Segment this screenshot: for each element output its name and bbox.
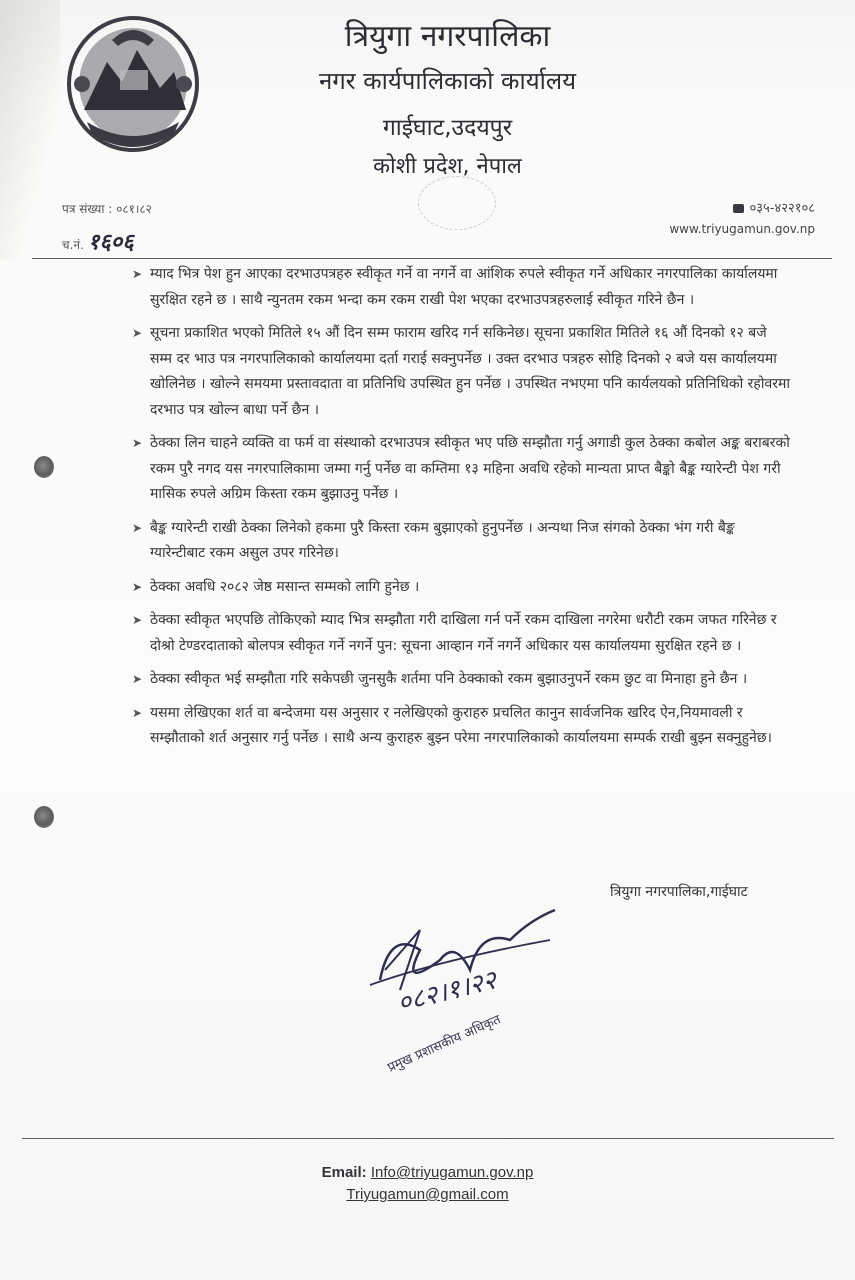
- footer-email-line: [0, 1162, 855, 1184]
- notice-paragraph: ➤ ठेक्का स्वीकृत भएपछि तोकिएको म्याद भित्र सम्झौता गरी दाखिला गर्न पर्ने रकम दाखिला नगरेमा धरौटी रकम जफत गरिनेछ र दोश्रो टेण्डरदाताको बोलपत्र स्वीकृत गर्ने नगर्ने पुन: सूचना आव्हान गर्ने नगर्ने अधिकार यस कार्यालयमा सुरक्षित रहने छ ।: [150, 608, 790, 659]
- punch-hole-icon: [34, 456, 54, 478]
- arrow-bullet-icon: ➤: [132, 705, 143, 720]
- arrow-bullet-icon: ➤: [132, 613, 143, 627]
- office-stamp-icon: [418, 176, 496, 230]
- reference-ch-number: १६०६: [87, 229, 134, 255]
- sender-name: त्रियुगा नगरपालिका,गाईघाट: [610, 884, 748, 900]
- footer: [0, 1162, 855, 1206]
- arrow-bullet-icon: ➤: [132, 579, 143, 594]
- footer-email-label: Email:: [321, 1164, 367, 1181]
- header-office-name: नगर कार्यपालिकाको कार्यालय: [318, 67, 577, 95]
- header-address: गाईघाट,उदयपुर: [382, 115, 513, 141]
- punch-hole-icon: [34, 806, 54, 828]
- notice-paragraph: ➤ ठेक्का लिन चाहने व्यक्ति वा फर्म वा संस्थाको दरभाउपत्र स्वीकृत भए पछि सम्झौता गर्नु अगाडी कुल ठेक्का कबोल अङ्क बराबरको रकम पुरै नगद यस नगरपालिकामा जम्मा गर्नु पर्नेछ वा कम्तिमा १३ महिना अवधि रहेको मान्यता प्राप्त बैङ्को बैङ्क ग्यारेन्टी पेश गरी मासिक रुपले अग्रिम किस्ता रकम बुझाउनु पर्नेछ ।: [150, 431, 790, 508]
- contact-phone: [733, 198, 815, 216]
- header-divider: [32, 258, 832, 259]
- signature-icon: [360, 900, 560, 1080]
- notice-paragraph: ➤ सूचना प्रकाशित भएको मितिले १५ औं दिन सम्म फाराम खरिद गर्न सकिनेछ। सूचना प्रकाशित मितिले १६ औं दिनको १२ बजे सम्म दर भाउ पत्र नगरपालिकाको कार्यालयमा दर्ता गराई सक्नुपर्नेछ । उक्त दरभाउ पत्रहरु सोहि दिनको २ बजे यस कार्यालयमा खोलिनेछ । खोल्ने समयमा प्रस्तावदाता वा प्रतिनिधि उपस्थित हुन पर्नेछ । उपस्थित नभएमा पनि कार्यलयको प्रतिनिधिको रहोवरमा दरभाउ पत्र खोल्न बाधा पर्ने छैन ।: [150, 321, 790, 423]
- arrow-bullet-icon: ➤: [132, 326, 143, 340]
- footer-email2-link[interactable]: Triyugamun@gmail.com: [346, 1186, 509, 1203]
- notice-paragraph: ➤ यसमा लेखिएका शर्त वा बन्देजमा यस अनुसार र नलेखिएको कुराहरु प्रचलित कानुन सार्वजनिक खरिद ऐन,नियमावली र सम्झौताको शर्त अनुसार गर्नु पर्नेछ । साथै अन्य कुराहरु बुझ्न परेमा नगरपालिकाको कार्यालयमा सम्पर्क राखी बुझ्न सक्नुहुनेछ।: [150, 701, 790, 752]
- phone-icon: [733, 204, 744, 213]
- arrow-bullet-icon: ➤: [132, 267, 143, 281]
- arrow-bullet-icon: ➤: [132, 520, 143, 535]
- footer-email2-line: [0, 1184, 855, 1206]
- arrow-bullet-icon: ➤: [132, 672, 143, 686]
- arrow-bullet-icon: ➤: [132, 436, 143, 450]
- signature-date: ०८२।१।२२: [394, 965, 500, 1019]
- notice-body: [132, 262, 790, 760]
- reference-ch-label: च.नं.: [62, 238, 84, 252]
- header-province: कोशी प्रदेश, नेपाल: [373, 154, 522, 179]
- reference-number: [62, 226, 134, 256]
- header-municipality-name: त्रियुगा नगरपालिका: [344, 19, 551, 54]
- notice-paragraph: ➤ ठेक्का अवधि २०८२ जेष्ठ मसान्त सम्मको लागि हुनेछ ।: [150, 575, 790, 601]
- footer-email-link[interactable]: Info@triyugamun.gov.np: [370, 1164, 534, 1181]
- notice-paragraph: ➤ म्याद भित्र पेश हुन आएका दरभाउपत्रहरु स्वीकृत गर्ने वा नगर्ने वा आंशिक रुपले स्वीकृत गर्ने अधिकार नगरपालिका कार्यालयमा सुरक्षित रहने छ । साथै न्युनतम रकम भन्दा कम रकम राखी पेश भएका दरभाउपत्रहरुलाई स्वीकृत गरिने छैन ।: [150, 262, 790, 313]
- contact-phone-number: ०३५-४२२१०८: [749, 201, 815, 216]
- contact-website: www.triyugamun.gov.np: [669, 222, 815, 236]
- footer-divider: [22, 1138, 834, 1139]
- reference-fiscal: पत्र संख्या : ०८१।८२: [62, 202, 152, 216]
- notice-paragraph: ➤ बैङ्क ग्यारेन्टी राखी ठेक्का लिनेको हकमा पुरै किस्ता रकम बुझाएको हुनुपर्नेछ । अन्यथा निज संगको ठेक्का भंग गरी बैङ्क ग्यारेन्टीबाट रकम असुल उपर गरिनेछ।: [150, 516, 790, 567]
- signature-designation: प्रमुख प्रशासकीय अधिकृत: [385, 1012, 504, 1076]
- notice-paragraph: ➤ ठेक्का स्वीकृत भई सम्झौता गरि सकेपछी जुनसुकै शर्तमा पनि ठेक्काको रकम बुझाउनुपर्ने रकम छुट वा मिनाहा हुने छैन ।: [150, 667, 790, 693]
